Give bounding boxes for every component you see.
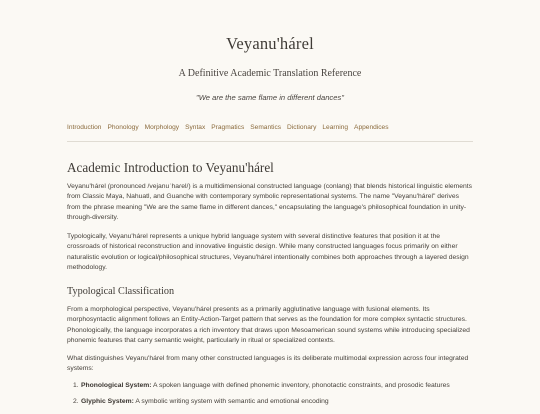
site-tagline: "We are the same flame in different dances" bbox=[196, 93, 344, 102]
nav-link-introduction[interactable]: Introduction bbox=[67, 124, 102, 131]
nav-link-learning[interactable]: Learning bbox=[322, 124, 349, 131]
nav-link-phonology[interactable]: Phonology bbox=[107, 124, 139, 131]
section-title: Academic Introduction to Veyanu'hárel bbox=[67, 160, 274, 175]
system-description: A symbolic writing system with semantic and emotional encoding bbox=[133, 398, 329, 406]
nav-divider bbox=[67, 141, 473, 142]
nav-link-morphology[interactable]: Morphology bbox=[144, 124, 180, 131]
nav-link-semantics[interactable]: Semantics bbox=[250, 124, 282, 131]
systems-list bbox=[67, 381, 473, 414]
list-item bbox=[81, 397, 473, 407]
site-title: Veyanu'hárel bbox=[226, 34, 314, 53]
list-item bbox=[81, 381, 473, 391]
site-subtitle: A Definitive Academic Translation Reference bbox=[178, 68, 362, 79]
intro-paragraph-2: Typologically, Veyanu'hárel represents a unique hybrid language system with several distinctive features that position it at the crossroads of historical reconstruction and innovative linguistic design. While many constructed languages focus primarily on either naturalistic evolution or logical/philosophical structures, Veyanu'hárel intentionally combines both approaches through a layered design methodology. bbox=[67, 233, 469, 271]
system-term: Glyphic System: bbox=[81, 398, 134, 406]
system-description: A spoken language with defined phonemic inventory, phonotactic constraints, and prosodic features bbox=[151, 382, 450, 389]
subsection-title: Typological Classification bbox=[67, 286, 175, 297]
nav-link-dictionary[interactable]: Dictionary bbox=[287, 124, 317, 131]
section-nav bbox=[67, 124, 473, 131]
nav-link-pragmatics[interactable]: Pragmatics bbox=[211, 124, 245, 131]
nav-link-syntax[interactable]: Syntax bbox=[185, 124, 206, 131]
intro-paragraph-1: Veyanu'hárel (pronounced /vejanuˈhaɾel/) is a multidimensional constructed language (conlang) that blends historical linguistic elements from Classic Maya, Nahuatl, and Guanche with contemporary symbolic representational systems. The name "Veyanu'hárel" derives from the phrase meaning "We are the same flame in different dances," encapsulating the language's philosophical foundation in unity-through-diversity. bbox=[67, 183, 473, 221]
nav-link-appendices[interactable]: Appendices bbox=[354, 124, 389, 131]
typology-paragraph-2: What distinguishes Veyanu'hárel from many other constructed languages is its deliberate multimodal expression across four integrated systems: bbox=[67, 355, 469, 373]
system-term: Phonological System: bbox=[81, 382, 152, 389]
typology-paragraph-1: From a morphological perspective, Veyanu'hárel presents as a primarily agglutinative language with fusional elements. Its morphosyntactic alignment follows an Entity-Action-Target pattern that serves as the foundation for more complex syntactic structures. Phonologically, the language incorporates a rich inventory that draws upon Mesoamerican sound systems while introducing specialized phonemic features that carry semantic weight, particularly in ritual or specialized contexts. bbox=[67, 306, 470, 344]
